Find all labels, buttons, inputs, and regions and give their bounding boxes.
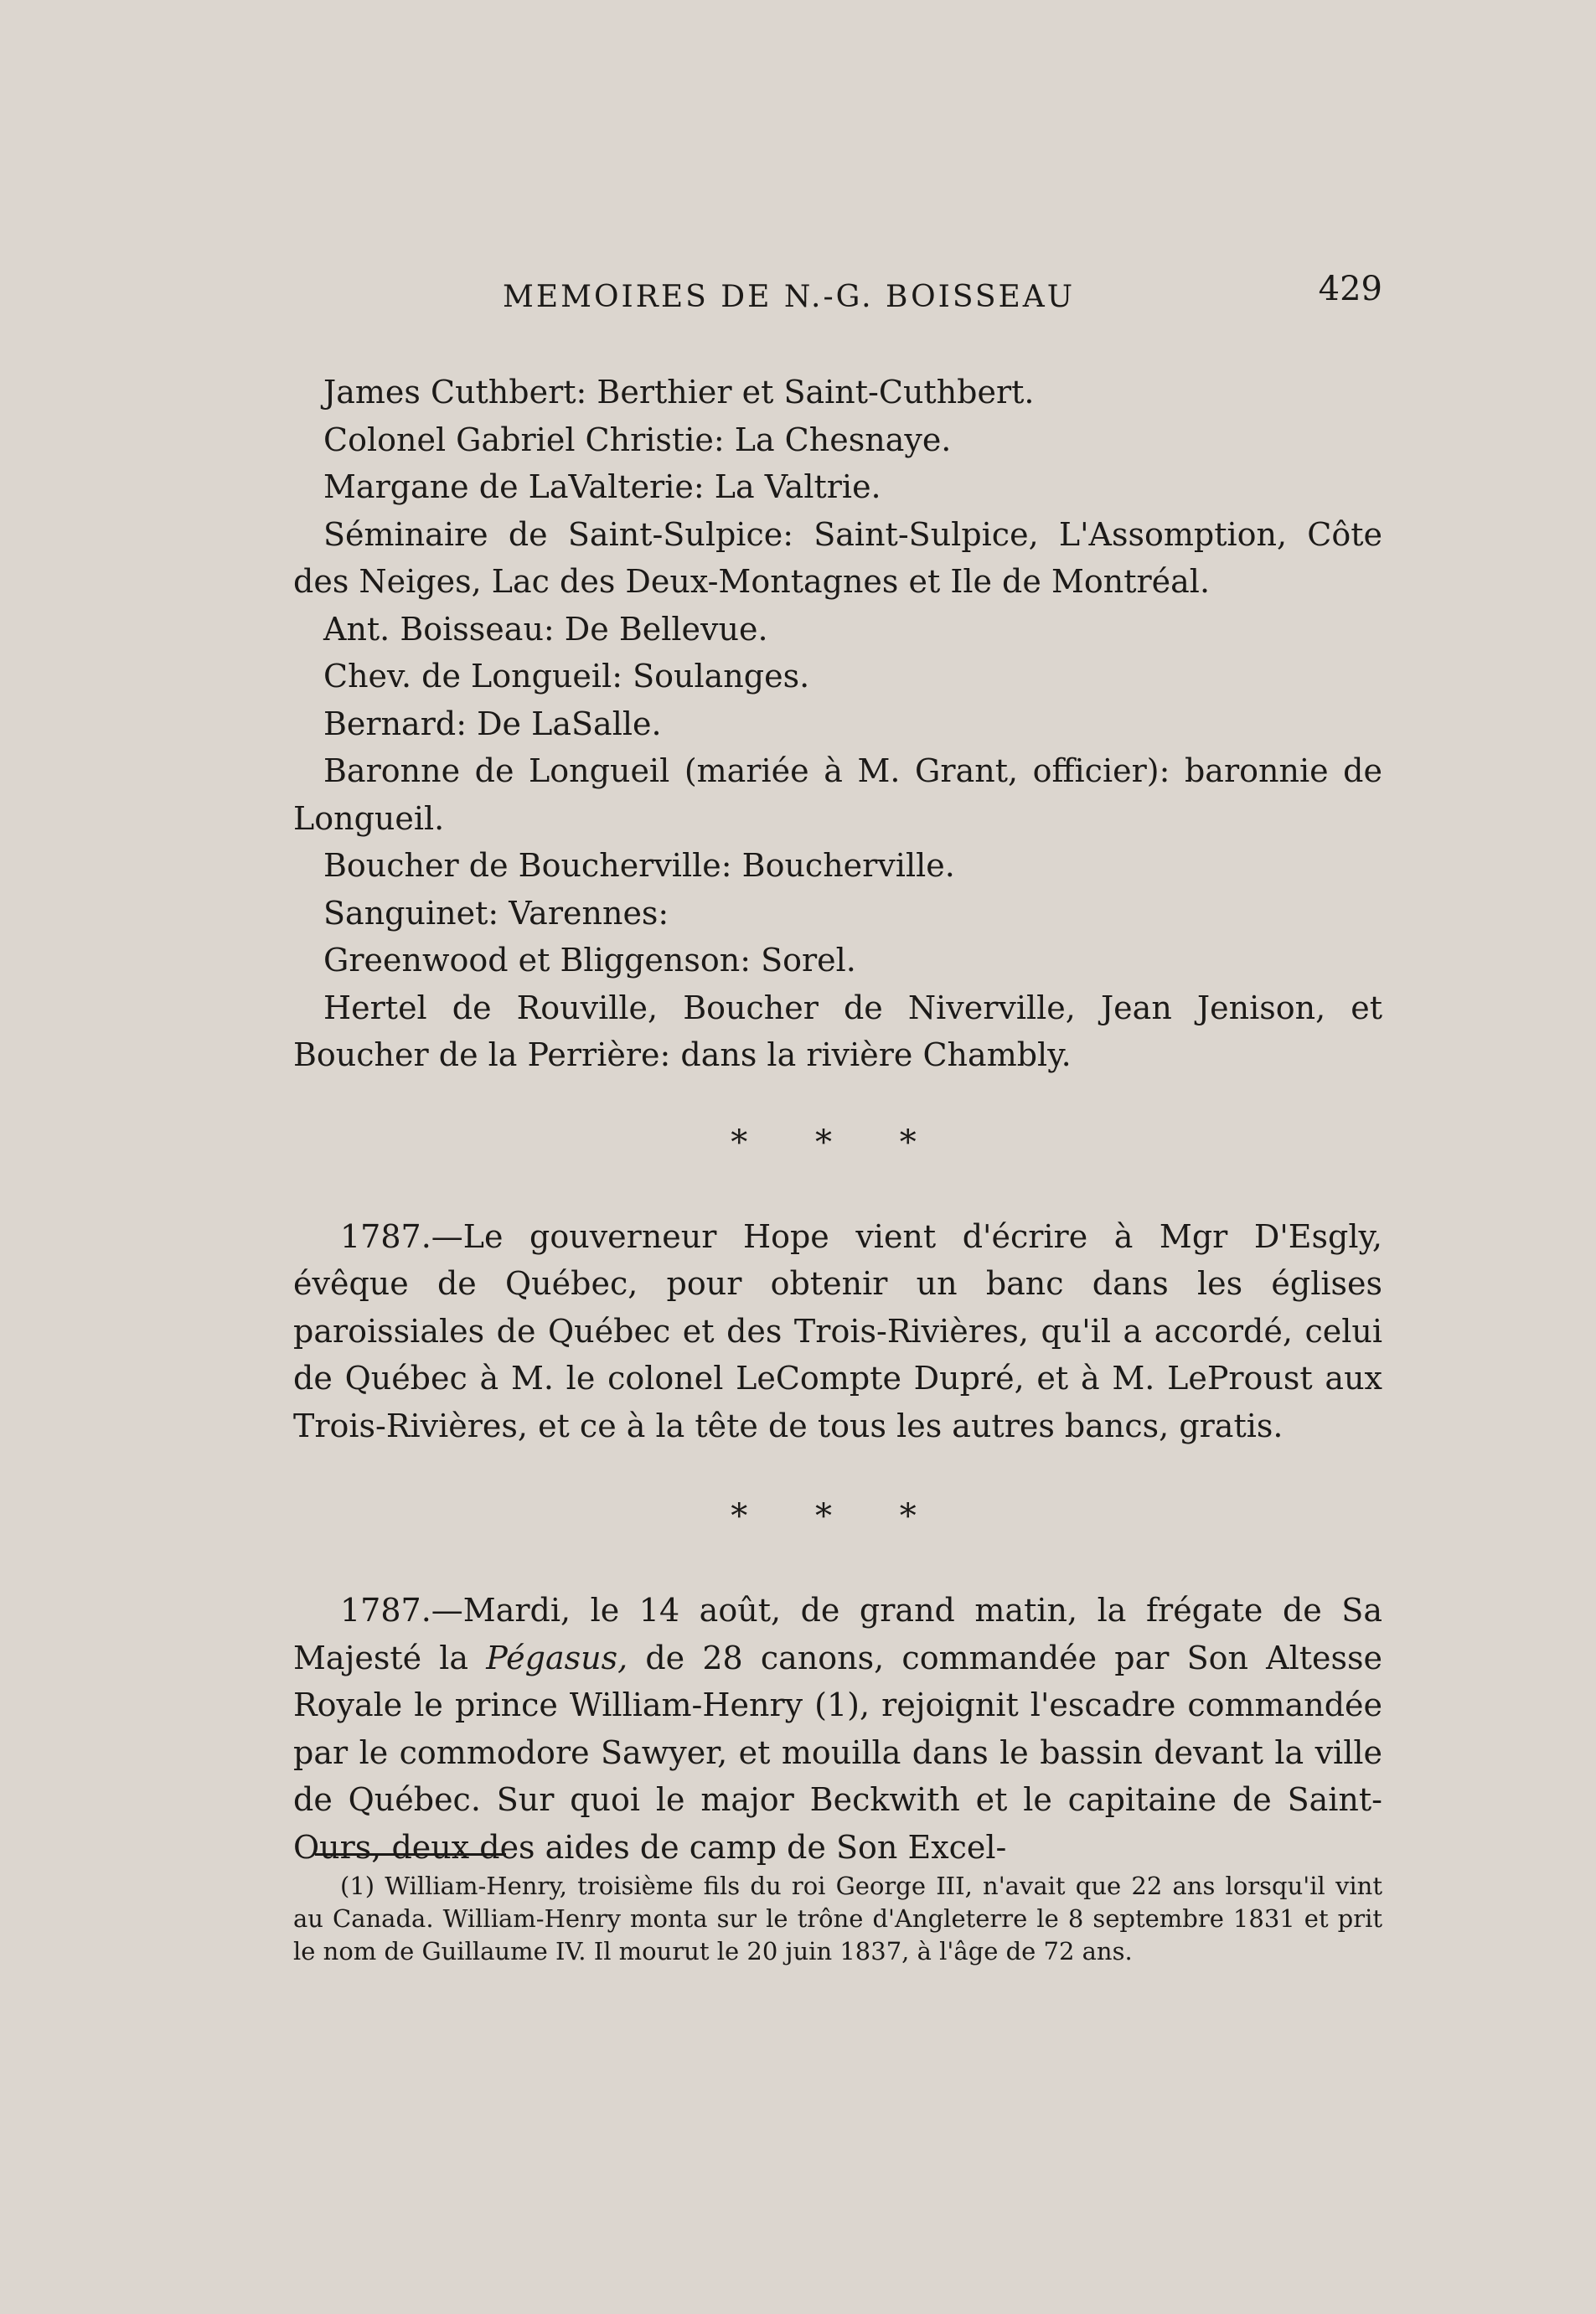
paragraph-text: de 28 canons, commandée par Son Altesse Royale le prince William-Henry (1), rejoignit l'escadre commandée par le commodore Sawyer, et mouilla dans le bassin devant la ville de Québec. Sur quoi le major Beckwith et le capitaine de Saint-Ours, deux des aides de camp de Son Excel- — [293, 1639, 1382, 1866]
paragraph-hope-pew: 1787.—Le gouverneur Hope vient d'écrire à Mgr D'Esgly, évêque de Québec, pour obtenir un banc dans les églises paroissiales de Québec et des Trois-Rivières, qu'il a accordé, celui de Québec à M. le colonel LeCompte Dupré, et à M. LeProust aux Trois-Rivières, et ce à la tête de tous les autres bancs, gratis. — [293, 1217, 1382, 1444]
seigneury-entry: Séminaire de Saint-Sulpice: Saint-Sulpice, L'Assomption, Côte des Neiges, Lac des Deux-Montagnes et Ile de Montréal. — [293, 515, 1382, 600]
ship-name: Pégasus, — [486, 1639, 628, 1676]
seigneury-entry: James Cuthbert: Berthier et Saint-Cuthbert. — [323, 374, 1035, 411]
seigneury-entry: Hertel de Rouville, Boucher de Niverville, Jean Jenison, et Boucher de la Perrière: dans la rivière Chambly. — [293, 989, 1382, 1073]
section-separator: * * * — [731, 1123, 945, 1162]
seigneury-entry: Sanguinet: Varennes: — [323, 894, 669, 932]
paragraph-pegasus — [293, 1587, 1382, 1871]
footnote: (1) William-Henry, troisième fils du roi George III, n'avait que 22 ans lorsqu'il vint au Canada. William-Henry monta sur le trône d'Angleterre le 8 septembre 1831 et prit le nom de Guillaume IV. Il mourut le 20 juin 1837, à l'âge de 72 ans. — [293, 1872, 1382, 1965]
seigneury-entry: Margane de LaValterie: La Valtrie. — [323, 468, 881, 505]
footnote-rule — [315, 1853, 506, 1856]
section-separator: * * * — [731, 1497, 945, 1536]
paragraph-text: 1787.—Mardi, le 14 août, de grand matin, la frégate de Sa Majesté la — [293, 1592, 1382, 1676]
seigneury-entry: Ant. Boisseau: De Bellevue. — [323, 610, 768, 648]
page-header — [293, 270, 1382, 328]
page-number: 429 — [1318, 270, 1382, 308]
seigneury-entry: Bernard: De LaSalle. — [323, 705, 662, 742]
page-body — [293, 369, 1382, 1879]
running-title: MEMOIRES DE N.-G. BOISSEAU — [503, 280, 1076, 314]
seigneury-entry: Boucher de Boucherville: Boucherville. — [323, 847, 955, 884]
seigneury-entry: Colonel Gabriel Christie: La Chesnaye. — [323, 421, 952, 458]
seigneury-entry: Chev. de Longueil: Soulanges. — [323, 658, 810, 695]
seigneury-entry: Baronne de Longueil (mariée à M. Grant, officier): baronnie de Longueil. — [293, 752, 1382, 837]
seigneury-entry: Greenwood et Bliggenson: Sorel. — [323, 942, 856, 979]
